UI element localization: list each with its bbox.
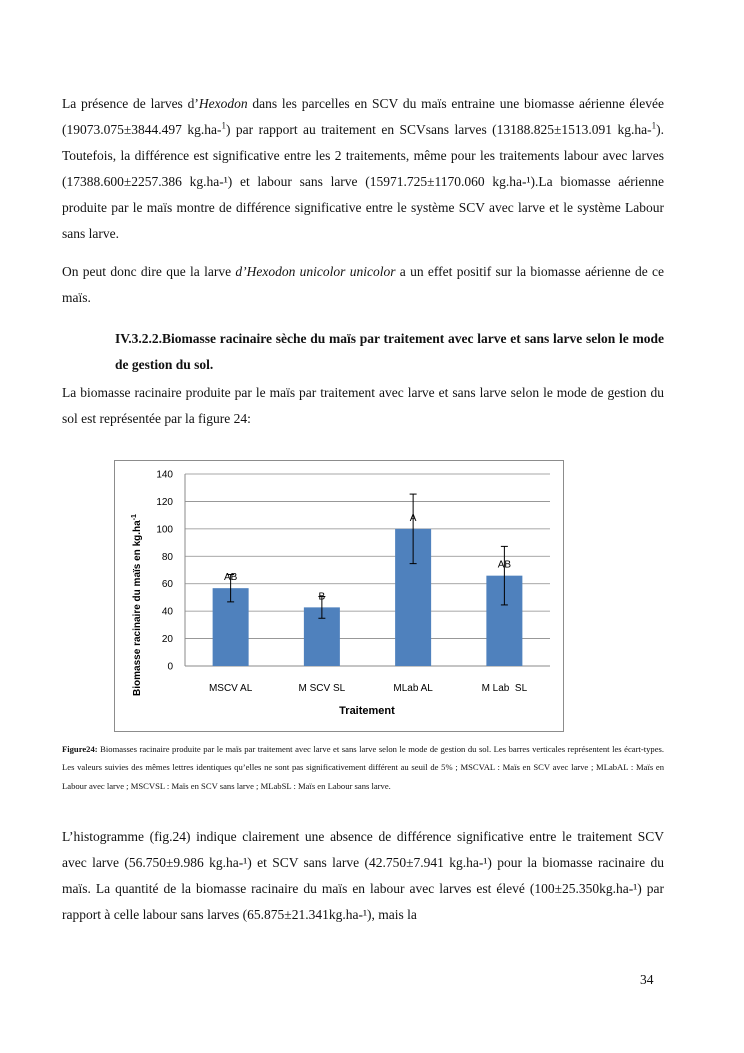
y-tick-label: 60 [161, 579, 173, 591]
y-tick-label: 120 [156, 496, 173, 508]
figure-24-chart [114, 460, 564, 732]
figure-caption: Figure24: Biomasses racinaire produite par le maïs par traitement avec larve et sans larve selon le mode de gestion du sol. Les barres verticales représentent les écart-types. Les valeurs suivies des mêmes lettres identiques qu’elles ne sont pas significativement différent au seuil de 5% ; MSCVAL : Maïs en SCV avec larve ; MLabAL : Maïs en Labour avec larve ; MSCVSL : Maïs en SCV sans larve ; MLabSL : Maïs en Labour sans larve. [62, 744, 664, 791]
x-axis-title: Traitement [339, 705, 395, 717]
y-tick-label: 40 [161, 606, 173, 618]
section-heading: IV.3.2.2.Biomasse racinaire sèche du maïs par traitement avec larve et sans larve selon le mode de gestion du sol. [115, 331, 664, 372]
y-tick-label: 100 [156, 524, 173, 536]
significance-letter: AB [223, 572, 238, 584]
x-tick-label: M Lab SL [481, 683, 528, 694]
paragraph-figure-intro: La biomasse racinaire produite par le maïs par traitement avec larve et sans larve selon le mode de gestion du sol est représentée par la figure 24: [62, 385, 664, 426]
x-tick-label: MSCV AL [208, 683, 253, 694]
significance-letter: B [318, 591, 326, 603]
y-tick-label: 140 [156, 469, 173, 481]
x-tick-label: MLab AL [393, 683, 433, 694]
y-tick-label: 20 [161, 634, 173, 646]
y-axis-title: Biomasse racinaire du maïs en $kg.ha^{-1}$ [131, 514, 143, 696]
x-tick-label: M SCV SL [298, 683, 346, 694]
paragraph-histogram-analysis: L’histogramme (fig.24) indique clairement une absence de différence significative entre le traitement SCV avec larve (56.750±9.986 kg.ha-¹) et SCV sans larve (42.750±7.941 kg.ha-¹) pour la biomasse racinaire du maïs. La quantité de la biomasse racinaire du maïs en labour avec larves est élevé (100±25.350kg.ha-¹) par rapport à celle labour sans larves (65.875±21.341kg.ha-¹), mais la [62, 829, 664, 922]
paragraph-aerial-biomass: La présence de larves d’Hexodon dans les parcelles en SCV du maïs entraine une biomasse aérienne élevée (19073.075±3844.497 kg.ha-$^1$) par rapport au traitement en SCVsans larves (13188.825±1513.091 kg.ha-$^1$). Toutefois, la différence est significative entre les 2 traitements, même pour les traitements labour avec larves (17388.600±2257.386 kg.ha-¹) et labour sans larve (15971.725±1170.060 kg.ha-¹).La biomasse aérienne produite par le maïs montre de différence significative entre le système SCV avec larve et le système Labour sans larve. [62, 96, 664, 241]
significance-letter: A [409, 512, 417, 524]
y-tick-label: 80 [161, 551, 173, 563]
bar-chart [115, 461, 563, 731]
y-tick-label: 0 [167, 661, 173, 673]
paragraph-conclusion: On peut donc dire que la larve d’Hexodon unicolor unicolor a un effet positif sur la biomasse aérienne de ce maïs. [62, 264, 665, 305]
significance-letter: AB [497, 559, 512, 571]
page-number: 34 [640, 972, 654, 987]
